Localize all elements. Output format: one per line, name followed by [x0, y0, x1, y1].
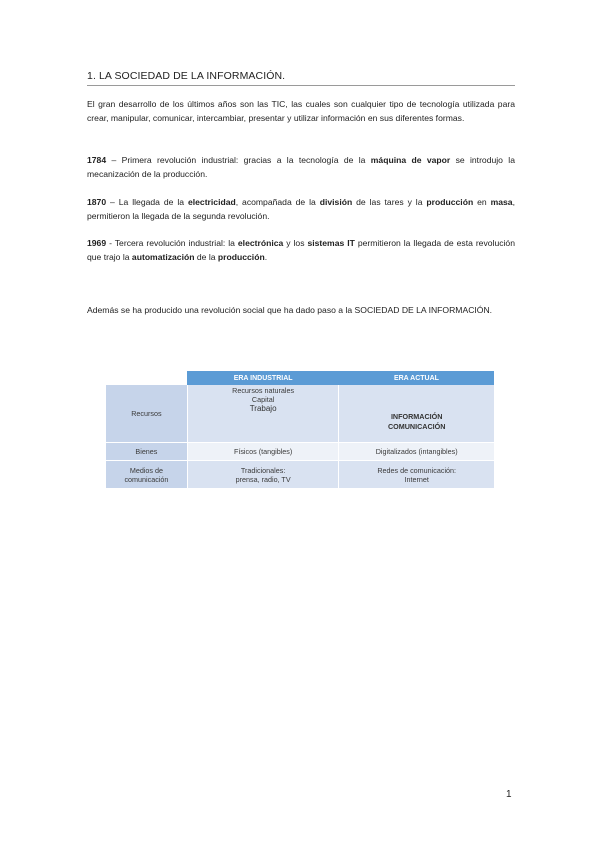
text: se introdujo la mecanización de la producción.: [87, 155, 515, 179]
bold-term: producción: [217, 252, 265, 262]
cell-medios-industrial: [187, 461, 339, 489]
row-label-medios: [106, 461, 188, 489]
bold-term: división: [319, 197, 353, 207]
text: – La llegada de la: [106, 197, 188, 207]
text: y los: [283, 238, 308, 248]
cell-recursos-industrial: [187, 385, 339, 443]
cell-line: Tradicionales:: [240, 465, 286, 475]
year-1969: 1969: [87, 238, 107, 248]
header-era-actual: ERA ACTUAL: [339, 371, 494, 385]
table-row: [106, 461, 495, 489]
text: – Primera revolución industrial: gracias a la tecnología de la: [106, 155, 371, 165]
list-item: COMUNICACIÓN: [387, 421, 446, 431]
text: de la: [194, 252, 218, 262]
cell-line: prensa, radio, TV: [235, 474, 291, 484]
text: - Tercera revolución industrial: la: [106, 238, 238, 248]
text: .: [264, 252, 268, 262]
bold-term: electrónica: [237, 238, 284, 248]
row-label-recursos: Recursos: [106, 385, 188, 443]
table-header-row: [106, 371, 495, 385]
page-number: 1: [506, 789, 512, 800]
year-1784: 1784: [87, 155, 107, 165]
table-row: [106, 385, 495, 443]
list-item: Capital: [251, 395, 275, 404]
list-item: Recursos naturales: [232, 386, 295, 395]
cell-bienes-industrial: Físicos (tangibles): [187, 443, 339, 461]
list-item: Trabajo: [249, 404, 277, 413]
list-item: INFORMACIÓN: [390, 412, 443, 421]
paragraph-1784: [87, 153, 515, 181]
row-label-bienes: Bienes: [106, 443, 188, 461]
text: de las tares y la: [352, 197, 427, 207]
bold-term: automatización: [131, 252, 195, 262]
cell-medios-actual: [339, 461, 494, 489]
text: , permitieron la llegada de la segunda revolución.: [87, 197, 515, 221]
section-heading: 1. LA SOCIEDAD DE LA INFORMACIÓN.: [87, 70, 515, 86]
table-row: [106, 443, 495, 461]
bold-term: máquina de vapor: [370, 155, 451, 165]
intro-paragraph: El gran desarrollo de los últimos años son las TIC, las cuales son cualquier tipo de tecnología utilizada para crear, manipular, comunicar, intercambiar, presentar y utilizar información en sus diferentes formas.: [87, 99, 515, 123]
text: permitieron la llegada de esta revolución que trajo la: [87, 238, 515, 262]
text: , acompañada de la: [235, 197, 320, 207]
cell-recursos-actual: [339, 385, 494, 443]
header-blank-cell: [106, 371, 188, 385]
cell-line: Redes de comunicación:: [377, 465, 457, 475]
era-comparison-table: [105, 371, 494, 489]
paragraph-1969: [87, 236, 515, 264]
paragraph-1870: [87, 195, 515, 223]
year-1870: 1870: [87, 197, 107, 207]
label-line: comunicación: [124, 474, 169, 484]
label-line: Medios de: [129, 465, 163, 475]
bold-term: sistemas IT: [307, 238, 355, 248]
text: en: [473, 197, 491, 207]
bold-term: producción: [426, 197, 474, 207]
social-paragraph: Además se ha producido una revolución social que ha dado paso a la SOCIEDAD DE LA INFORMACIÓN.: [87, 305, 493, 315]
bold-term: electricidad: [187, 197, 236, 207]
header-era-industrial: ERA INDUSTRIAL: [187, 371, 339, 385]
bold-term: masa: [490, 197, 513, 207]
cell-line: Internet: [404, 474, 429, 484]
cell-bienes-actual: Digitalizados (intangibles): [339, 443, 494, 461]
